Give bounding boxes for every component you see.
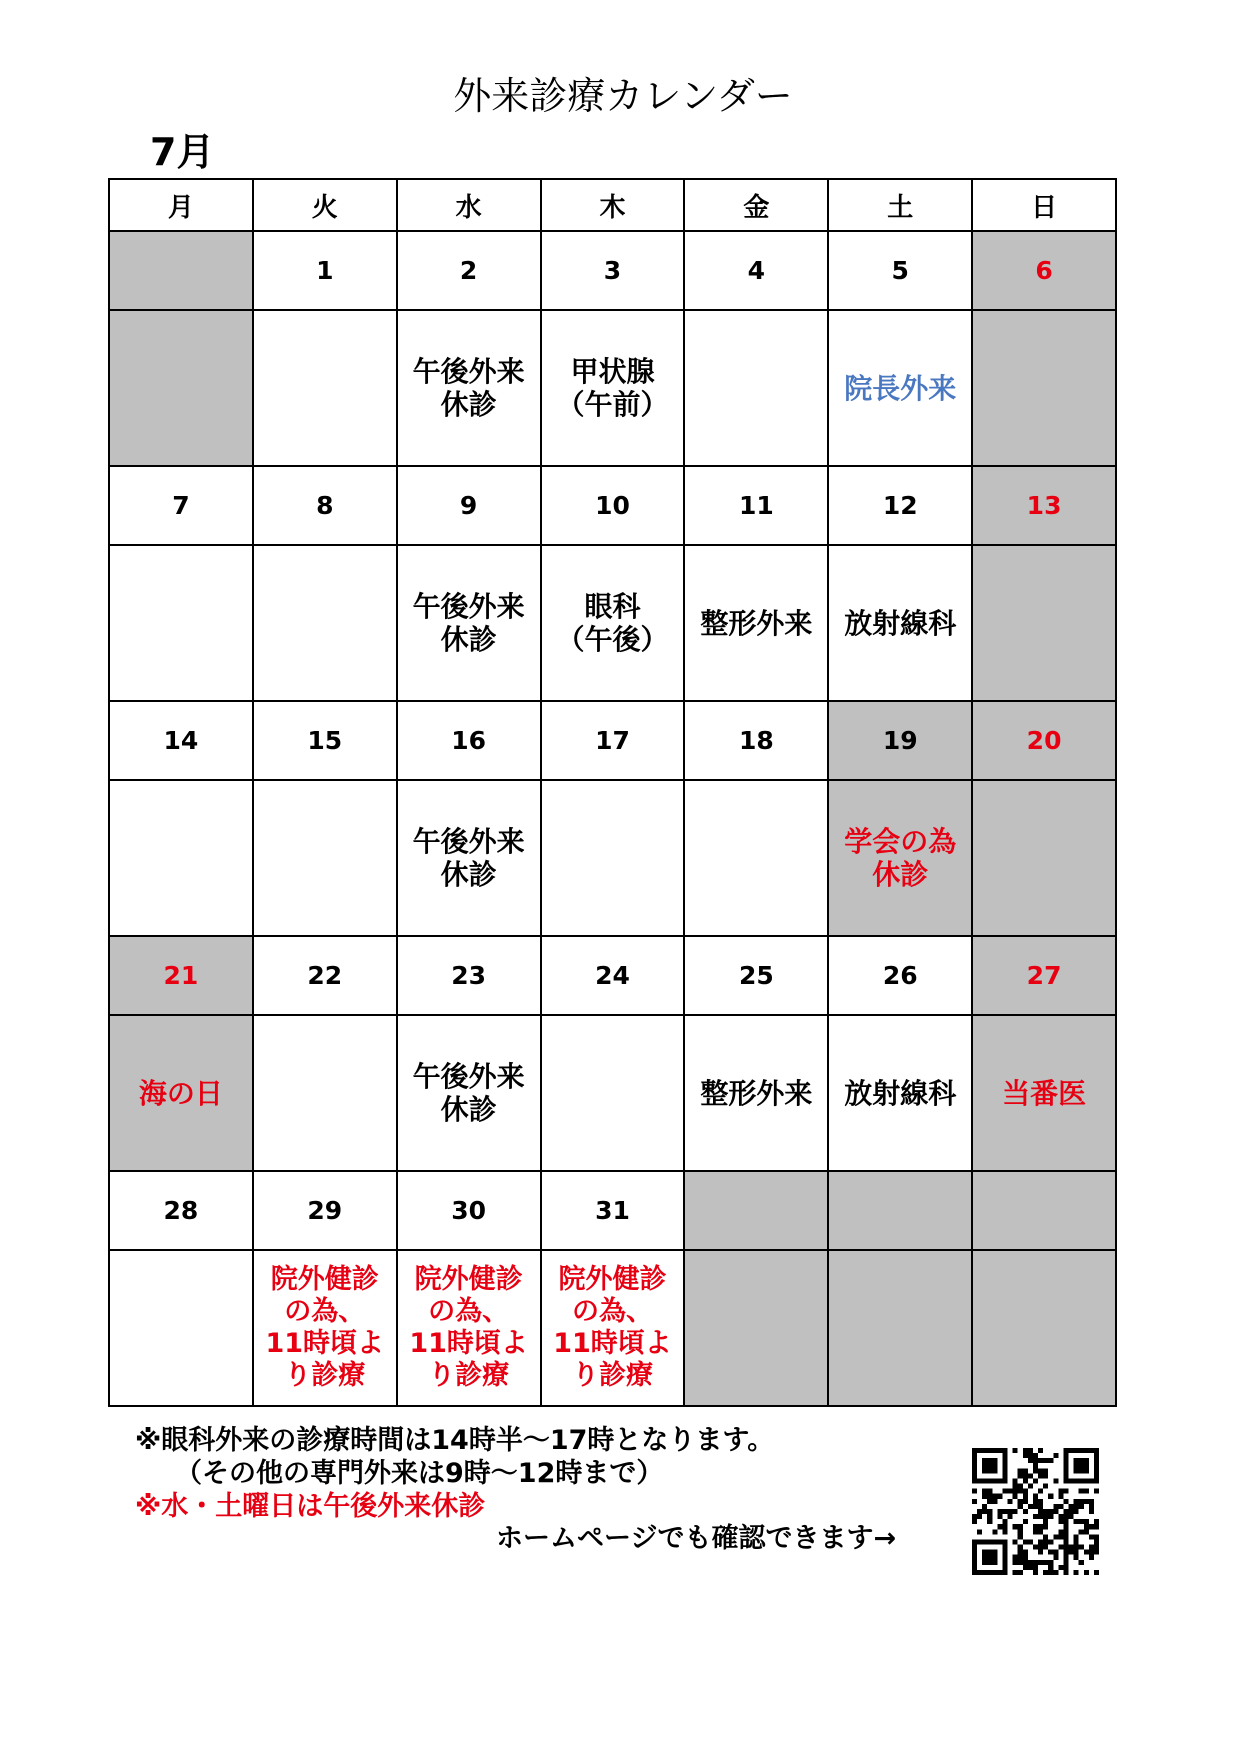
calendar-date-cell: 10 — [542, 467, 684, 544]
calendar-date-cell — [973, 1172, 1115, 1249]
calendar-note-cell — [254, 311, 396, 465]
calendar-date-cell — [685, 1172, 827, 1249]
calendar-date-cell: 14 — [110, 702, 252, 779]
calendar-date-cell: 30 — [398, 1172, 540, 1249]
calendar-date-cell: 23 — [398, 937, 540, 1014]
calendar-note-cell: 甲状腺 （午前） — [542, 311, 684, 465]
month-label: 7月 — [150, 130, 215, 174]
calendar-date-cell: 1 — [254, 232, 396, 309]
calendar-date-cell: 19 — [829, 702, 971, 779]
calendar-date-cell: 21 — [110, 937, 252, 1014]
calendar-note-cell: 当番医 — [973, 1016, 1115, 1170]
calendar-date-cell: 25 — [685, 937, 827, 1014]
calendar-note-cell — [829, 1251, 971, 1405]
calendar-date-cell: 31 — [542, 1172, 684, 1249]
homepage-note: ホームページでも確認できます→ — [496, 1523, 897, 1554]
weekday-header: 火 — [254, 180, 396, 230]
calendar-date-cell: 17 — [542, 702, 684, 779]
calendar-note-cell — [110, 311, 252, 465]
calendar-note-cell — [110, 781, 252, 935]
calendar-note-cell — [685, 1251, 827, 1405]
calendar-note-cell — [973, 781, 1115, 935]
calendar-note-cell: 整形外来 — [685, 546, 827, 700]
calendar-note-cell: 午後外来 休診 — [398, 311, 540, 465]
calendar-note-cell — [254, 546, 396, 700]
calendar-note-cell: 放射線科 — [829, 546, 971, 700]
calendar-date-cell: 3 — [542, 232, 684, 309]
calendar-note-cell: 整形外来 — [685, 1016, 827, 1170]
calendar-date-cell: 16 — [398, 702, 540, 779]
calendar-note-cell: 海の日 — [110, 1016, 252, 1170]
qr-code-icon — [972, 1448, 1099, 1575]
calendar-date-cell: 2 — [398, 232, 540, 309]
weekday-header: 金 — [685, 180, 827, 230]
weekday-header: 月 — [110, 180, 252, 230]
calendar-date-cell: 29 — [254, 1172, 396, 1249]
calendar-date-cell: 11 — [685, 467, 827, 544]
calendar-note-cell: 午後外来 休診 — [398, 1016, 540, 1170]
calendar-date-cell: 22 — [254, 937, 396, 1014]
calendar-note-cell: 院外健診 の為、 11時頃よ り診療 — [254, 1251, 396, 1405]
calendar-date-cell: 27 — [973, 937, 1115, 1014]
calendar-note-cell — [973, 311, 1115, 465]
weekday-header: 木 — [542, 180, 684, 230]
calendar-note-cell: 午後外来 休診 — [398, 546, 540, 700]
calendar-note-cell: 眼科 （午後） — [542, 546, 684, 700]
calendar-note-cell: 院外健診 の為、 11時頃よ り診療 — [542, 1251, 684, 1405]
calendar-note-cell — [542, 781, 684, 935]
weekday-header: 土 — [829, 180, 971, 230]
calendar-note-cell: 院外健診 の為、 11時頃よ り診療 — [398, 1251, 540, 1405]
weekday-header: 水 — [398, 180, 540, 230]
calendar-note-cell — [254, 781, 396, 935]
calendar-note-cell — [254, 1016, 396, 1170]
calendar-note-cell — [685, 781, 827, 935]
calendar-date-cell: 5 — [829, 232, 971, 309]
footnote-afternoon-closed: ※水・土曜日は午後外来休診 — [135, 1491, 486, 1522]
calendar-note-cell — [973, 546, 1115, 700]
calendar-grid — [108, 178, 1117, 1407]
calendar-date-cell: 24 — [542, 937, 684, 1014]
calendar-date-cell — [110, 232, 252, 309]
calendar-date-cell: 12 — [829, 467, 971, 544]
calendar-date-cell: 7 — [110, 467, 252, 544]
footnote-ophthalmology-hours: ※眼科外来の診療時間は14時半～17時となります。 — [135, 1425, 775, 1456]
calendar-note-cell: 放射線科 — [829, 1016, 971, 1170]
footnote-specialist-hours: （その他の専門外来は9時～12時まで） — [175, 1458, 664, 1489]
calendar-date-cell — [829, 1172, 971, 1249]
page-title: 外来診療カレンダー — [453, 74, 793, 118]
calendar-date-cell: 13 — [973, 467, 1115, 544]
calendar-date-cell: 4 — [685, 232, 827, 309]
calendar-note-cell: 学会の為 休診 — [829, 781, 971, 935]
calendar-date-cell: 28 — [110, 1172, 252, 1249]
calendar-date-cell: 18 — [685, 702, 827, 779]
calendar-note-cell — [685, 311, 827, 465]
calendar-date-cell: 8 — [254, 467, 396, 544]
calendar-note-cell — [110, 1251, 252, 1405]
calendar-date-cell: 9 — [398, 467, 540, 544]
calendar-date-cell: 6 — [973, 232, 1115, 309]
calendar-date-cell: 15 — [254, 702, 396, 779]
calendar-note-cell: 午後外来 休診 — [398, 781, 540, 935]
calendar-note-cell — [542, 1016, 684, 1170]
calendar-date-cell: 20 — [973, 702, 1115, 779]
calendar-note-cell — [973, 1251, 1115, 1405]
calendar-note-cell: 院長外来 — [829, 311, 971, 465]
calendar-date-cell: 26 — [829, 937, 971, 1014]
weekday-header: 日 — [973, 180, 1115, 230]
calendar-note-cell — [110, 546, 252, 700]
